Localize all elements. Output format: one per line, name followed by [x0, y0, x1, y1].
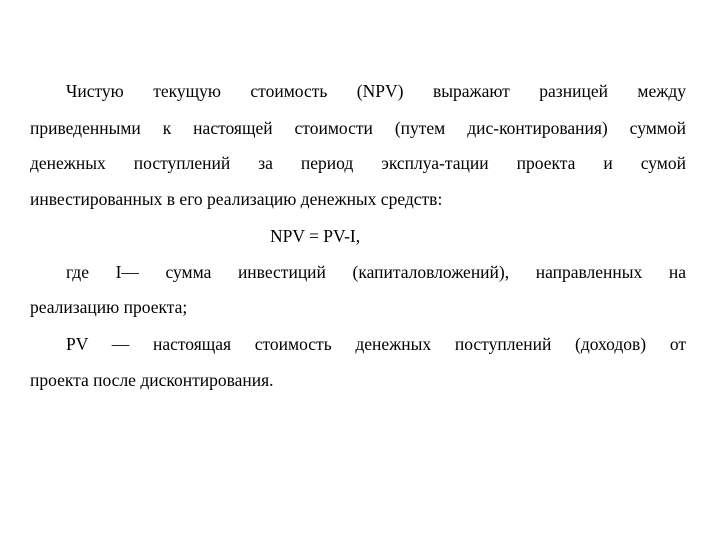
- npv-formula: NPV = PV-I,: [270, 226, 361, 246]
- paragraph-2-line-1: где I— сумма инвестиций (капиталовложений), направленных на: [66, 262, 686, 282]
- paragraph-3-line-2: проекта после дисконтирования.: [30, 370, 274, 390]
- paragraph-2-line-2: реализацию проекта;: [30, 297, 188, 317]
- paragraph-1-line-4: инвестированных в его реализацию денежных средств:: [30, 189, 443, 209]
- paragraph-1-line-3: денежных поступлений за период эксплуа-тации проекта и сумой: [30, 153, 686, 173]
- paragraph-1-line-1: Чистую текущую стоимость (NPV) выражают разницей между: [66, 81, 686, 101]
- paragraph-3-line-1: PV — настоящая стоимость денежных поступлений (доходов) от: [66, 334, 686, 354]
- paragraph-1-line-2: приведенными к настоящей стоимости (путем дис-контирования) суммой: [30, 118, 686, 138]
